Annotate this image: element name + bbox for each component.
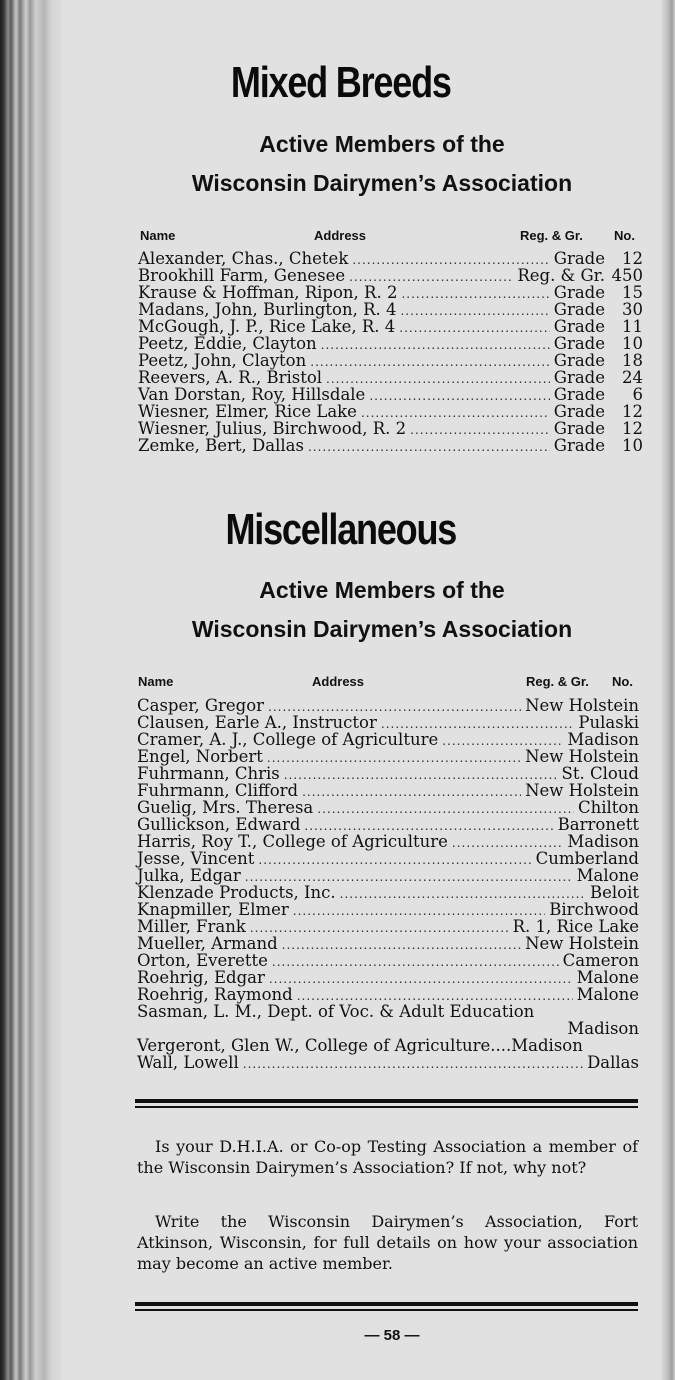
member-name: McGough, J. P., Rice Lake, R. 4 bbox=[138, 317, 396, 336]
member-name: Jesse, Vincent bbox=[137, 849, 255, 868]
divider-rule bbox=[135, 1302, 638, 1306]
member-grade: Grade bbox=[553, 419, 605, 438]
member-name: Fuhrmann, Chris bbox=[137, 764, 280, 783]
list-item bbox=[137, 765, 639, 782]
member-count: 6 bbox=[632, 385, 643, 404]
list-item bbox=[138, 420, 643, 437]
list-item bbox=[137, 986, 639, 1003]
member-place: Cumberland bbox=[535, 849, 639, 868]
member-name: Klenzade Products, Inc. bbox=[137, 883, 336, 902]
col-header-address: Address bbox=[314, 228, 367, 243]
dot-leader bbox=[317, 801, 574, 818]
list-item bbox=[138, 335, 643, 352]
member-place: Pulaski bbox=[578, 713, 639, 732]
list-item bbox=[137, 1054, 639, 1071]
dot-leader bbox=[400, 303, 549, 320]
list-item bbox=[138, 284, 643, 301]
book-spine-shadow bbox=[0, 0, 62, 1380]
member-grade: Grade bbox=[553, 402, 605, 421]
list-item bbox=[137, 697, 639, 714]
dot-leader bbox=[399, 320, 549, 337]
member-name: Miller, Frank bbox=[137, 917, 246, 936]
list-item bbox=[137, 1037, 639, 1054]
miscellaneous-title: Miscellaneous bbox=[225, 505, 457, 554]
notice-paragraph bbox=[137, 1211, 638, 1274]
member-count: 12 bbox=[622, 419, 643, 438]
mixed-breeds-subtitle-line1: Active Members of the bbox=[259, 131, 505, 157]
member-name: Clausen, Earle A., Instructor bbox=[137, 713, 377, 732]
list-item bbox=[137, 884, 639, 901]
col-header-no: No. bbox=[614, 228, 635, 243]
member-grade: Grade bbox=[553, 334, 605, 353]
list-item bbox=[137, 969, 639, 986]
member-name: Mueller, Armand bbox=[137, 934, 278, 953]
member-place: Madison bbox=[567, 832, 639, 851]
notice-paragraph bbox=[137, 1136, 638, 1178]
member-place: New Holstein bbox=[525, 696, 639, 715]
member-name: Cramer, A. J., College of Agriculture bbox=[137, 730, 439, 749]
member-grade: Grade bbox=[553, 300, 605, 319]
member-grade: Grade bbox=[553, 283, 605, 302]
member-place: Malone bbox=[576, 968, 639, 987]
member-name: Reevers, A. R., Bristol bbox=[138, 368, 323, 387]
member-count: 30 bbox=[622, 300, 643, 319]
member-name: Van Dorstan, Roy, Hillsdale bbox=[138, 385, 366, 404]
col-header-address: Address bbox=[312, 674, 365, 689]
list-item bbox=[137, 867, 639, 884]
member-place: R. 1, Rice Lake bbox=[512, 917, 639, 936]
member-place: Madison bbox=[567, 1019, 639, 1038]
member-name: Roehrig, Raymond bbox=[137, 985, 293, 1004]
member-place: Beloit bbox=[589, 883, 639, 902]
list-item bbox=[138, 267, 643, 284]
dot-leader bbox=[401, 286, 549, 303]
list-item bbox=[137, 935, 639, 952]
member-place: Barronett bbox=[557, 815, 639, 834]
member-place: Chilton bbox=[578, 798, 639, 817]
member-name: Brookhill Farm, Genesee bbox=[138, 266, 346, 285]
member-place: New Holstein bbox=[525, 934, 639, 953]
member-count: 12 bbox=[622, 249, 643, 268]
list-item bbox=[137, 850, 639, 867]
member-name: Wiesner, Elmer, Rice Lake bbox=[138, 402, 357, 421]
miscellaneous-list bbox=[137, 697, 639, 1071]
member-place: Dallas bbox=[587, 1053, 639, 1072]
col-header-reg-gr: Reg. & Gr. bbox=[526, 674, 589, 689]
member-name: Orton, Everette bbox=[137, 951, 268, 970]
list-item bbox=[138, 318, 643, 335]
member-count: 15 bbox=[622, 283, 643, 302]
dot-leader bbox=[272, 954, 559, 971]
member-place: New Holstein bbox=[525, 747, 639, 766]
member-name: Julka, Edgar bbox=[137, 866, 241, 885]
member-count: 450 bbox=[611, 266, 643, 285]
dot-leader bbox=[284, 767, 558, 784]
list-item bbox=[138, 369, 643, 386]
member-name: Vergeront, Glen W., College of Agriculture....Madison bbox=[137, 1036, 583, 1055]
member-grade: Grade bbox=[553, 351, 605, 370]
member-name: Sasman, L. M., Dept. of Voc. & Adult Education bbox=[137, 1002, 535, 1021]
dot-leader bbox=[308, 439, 550, 456]
member-grade: Reg. & Gr. bbox=[517, 266, 605, 285]
col-header-name: Name bbox=[138, 674, 174, 689]
list-item bbox=[137, 833, 639, 850]
member-place: Madison bbox=[567, 730, 639, 749]
member-count: 18 bbox=[622, 351, 643, 370]
member-grade: Grade bbox=[553, 385, 605, 404]
member-count: 10 bbox=[622, 334, 643, 353]
notice-text: Write the Wisconsin Dairymen’s Association, Fort Atkinson, Wisconsin, for full details on how your association may become an active member. bbox=[137, 1212, 638, 1273]
member-place: St. Cloud bbox=[561, 764, 639, 783]
list-item bbox=[137, 731, 639, 748]
divider-rule bbox=[135, 1106, 638, 1108]
member-grade: Grade bbox=[553, 368, 605, 387]
dot-leader bbox=[410, 422, 550, 439]
member-grade: Grade bbox=[553, 249, 605, 268]
member-place: Malone bbox=[576, 985, 639, 1004]
divider-rule bbox=[135, 1309, 638, 1311]
member-grade: Grade bbox=[553, 436, 605, 455]
list-item bbox=[137, 816, 639, 833]
miscellaneous-subtitle-line1: Active Members of the bbox=[259, 577, 505, 603]
member-name: Guelig, Mrs. Theresa bbox=[137, 798, 314, 817]
col-header-no: No. bbox=[612, 674, 633, 689]
member-place: Birchwood bbox=[549, 900, 639, 919]
page-number: — 58 — bbox=[364, 1327, 420, 1344]
divider-rule bbox=[135, 1099, 638, 1103]
member-name: Madans, John, Burlington, R. 4 bbox=[138, 300, 397, 319]
member-count: 12 bbox=[622, 402, 643, 421]
member-name: Wall, Lowell bbox=[137, 1053, 239, 1072]
list-item bbox=[138, 250, 643, 267]
list-item bbox=[137, 748, 639, 765]
list-item bbox=[137, 782, 639, 799]
dot-leader bbox=[258, 852, 531, 869]
list-item bbox=[138, 301, 643, 318]
dot-leader bbox=[250, 920, 509, 937]
member-name: Fuhrmann, Clifford bbox=[137, 781, 299, 800]
member-name: Harris, Roy T., College of Agriculture bbox=[137, 832, 448, 851]
member-name: Knapmiller, Elmer bbox=[137, 900, 289, 919]
member-place: Malone bbox=[576, 866, 639, 885]
list-item bbox=[138, 403, 643, 420]
list-item bbox=[137, 799, 639, 816]
member-name: Casper, Gregor bbox=[137, 696, 265, 715]
mixed-breeds-subtitle-line2: Wisconsin Dairymen’s Association bbox=[191, 170, 573, 196]
list-item-continuation bbox=[137, 1020, 639, 1037]
dot-leader bbox=[321, 337, 550, 354]
list-item bbox=[137, 901, 639, 918]
list-item bbox=[137, 952, 639, 969]
member-name: Peetz, Eddie, Clayton bbox=[138, 334, 317, 353]
member-grade: Grade bbox=[553, 317, 605, 336]
mixed-breeds-list bbox=[138, 250, 643, 454]
list-item bbox=[138, 437, 643, 454]
member-name: Engel, Norbert bbox=[137, 747, 263, 766]
dot-leader bbox=[369, 388, 549, 405]
list-item bbox=[138, 352, 643, 369]
member-count: 10 bbox=[622, 436, 643, 455]
member-name: Wiesner, Julius, Birchwood, R. 2 bbox=[138, 419, 407, 438]
mixed-breeds-title: Mixed Breeds bbox=[230, 58, 451, 107]
member-name: Alexander, Chas., Chetek bbox=[138, 249, 349, 268]
member-name: Krause & Hoffman, Ripon, R. 2 bbox=[138, 283, 398, 302]
member-count: 24 bbox=[622, 368, 643, 387]
col-header-reg-gr: Reg. & Gr. bbox=[520, 228, 583, 243]
page-edge bbox=[661, 0, 675, 1380]
miscellaneous-subtitle-line2: Wisconsin Dairymen’s Association bbox=[191, 616, 573, 642]
member-name: Roehrig, Edgar bbox=[137, 968, 265, 987]
member-count: 11 bbox=[622, 317, 643, 336]
member-place: New Holstein bbox=[525, 781, 639, 800]
dot-leader bbox=[293, 903, 546, 920]
list-item bbox=[137, 918, 639, 935]
list-item bbox=[137, 1003, 639, 1020]
list-item bbox=[138, 386, 643, 403]
dot-leader bbox=[310, 354, 550, 371]
dot-leader bbox=[302, 784, 521, 801]
dot-leader bbox=[282, 937, 521, 954]
member-name: Gullickson, Edward bbox=[137, 815, 301, 834]
col-header-name: Name bbox=[140, 228, 176, 243]
member-name: Peetz, John, Clayton bbox=[138, 351, 307, 370]
member-place: Cameron bbox=[562, 951, 639, 970]
dot-leader bbox=[243, 1056, 583, 1073]
list-item bbox=[137, 714, 639, 731]
dot-leader bbox=[269, 971, 573, 988]
dot-leader bbox=[267, 750, 521, 767]
notice-text: Is your D.H.I.A. or Co-op Testing Association a member of the Wisconsin Dairymen’s Association? If not, why not? bbox=[137, 1137, 638, 1177]
member-name: Zemke, Bert, Dallas bbox=[138, 436, 304, 455]
